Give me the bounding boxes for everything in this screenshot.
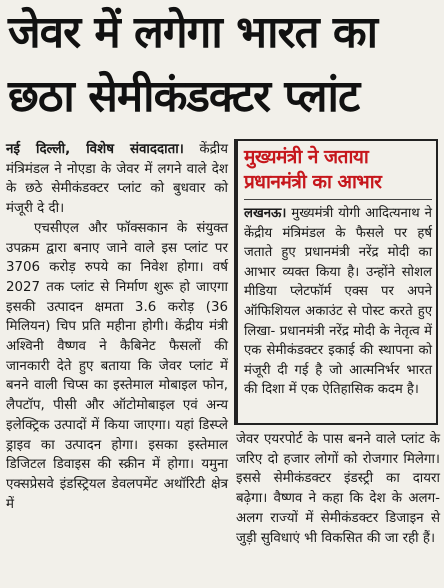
sidebar-text: मुख्यमंत्री योगी आदित्यनाथ ने केंद्रीय मंत्रिमंडल के फैसले पर हर्ष जताते हुए प्रधानमंत्री नरेंद्र मोदी का आभार व्यक्त किया है। उन्होंने सोशल मीडिया प्लेटफॉर्म एक्स पर अपने ऑफिशियल अकाउंट से पोस्ट करते हुए लिखा- प्रधानमंत्री नरेंद्र मोदी के नेतृत्व में एक सेमीकंडक्टर इकाई की स्थापना को मंजूरी दी गई है जो आत्मनिर्भर भारत की दिशा में एक ऐतिहासिक कदम है। — [244, 206, 432, 398]
sidebar-divider — [244, 199, 432, 200]
article-left-column — [6, 140, 228, 514]
sidebar-dateline: लखनऊ। — [244, 206, 287, 221]
headline-line-2: छठा सेमीकंडक्टर प्लांट — [8, 71, 360, 122]
article-para-2: एचसीएल और फॉक्सकान के संयुक्त उपक्रम द्वारा बनाए जाने वाले इस प्लांट पर 3706 करोड़ रुपये का निवेश होगा। वर्ष 2027 तक प्लांट से निर्माण शुरू हो जाएगा इसकी उत्पादन क्षमता 3.6 करोड़ (36 मिलियन) चिप प्रति महीना होगी। केंद्रीय मंत्री अश्विनी वैष्णव ने कैबिनेट फैसलों की जानकारी देते हुए बताया कि जेवर प्लांट में बनने वाली चिप्स का इस्तेमाल मोबाइल फोन, लैपटॉप, पीसी और ऑटोमोबाइल एवं अन्य इलेक्ट्रिक उत्पादों में किया जाएगा। यहां डिस्प्ले ड्राइव का उत्पादन होगा। इसका इस्तेमाल डिजिटल डिवाइस की स्क्रीन में होगा। यमुना एक्सप्रेसवे इंडस्ट्रियल डेवलपमेंट अथॉरिटी क्षेत्र में — [6, 220, 228, 512]
article-intro — [6, 140, 228, 219]
sidebar-box — [234, 139, 438, 425]
headline-line-1: जेवर में लगेगा भारत का — [8, 7, 378, 58]
article-dateline: नई दिल्ली, विशेष संवाददाता। — [6, 142, 184, 157]
article-continued: जेवर एयरपोर्ट के पास बनने वाले प्लांट के जरिए दो हजार लोगों को रोजगार मिलेगा। इससे सेमीकंडक्टर इंडस्ट्री का दायरा बढ़ेगा। वैष्णव ने कहा कि देश के अलग-अलग राज्यों में सेमीकंडक्टर डिजाइन से जुड़ी सुविधाएं भी विकसित की जा रही हैं। — [236, 432, 440, 546]
sidebar-body — [244, 204, 432, 400]
sidebar-heading: मुख्यमंत्री ने जताया प्रधानमंत्री का आभार — [244, 146, 382, 193]
article-right-column — [236, 430, 440, 548]
article-para-1: केंद्रीय मंत्रिमंडल ने नोएडा के जेवर में लगने वाले देश के छठे सेमीकंडक्टर प्लांट को बुधवार को मंजूरी दे दी। — [6, 142, 228, 217]
headline — [0, 0, 444, 130]
